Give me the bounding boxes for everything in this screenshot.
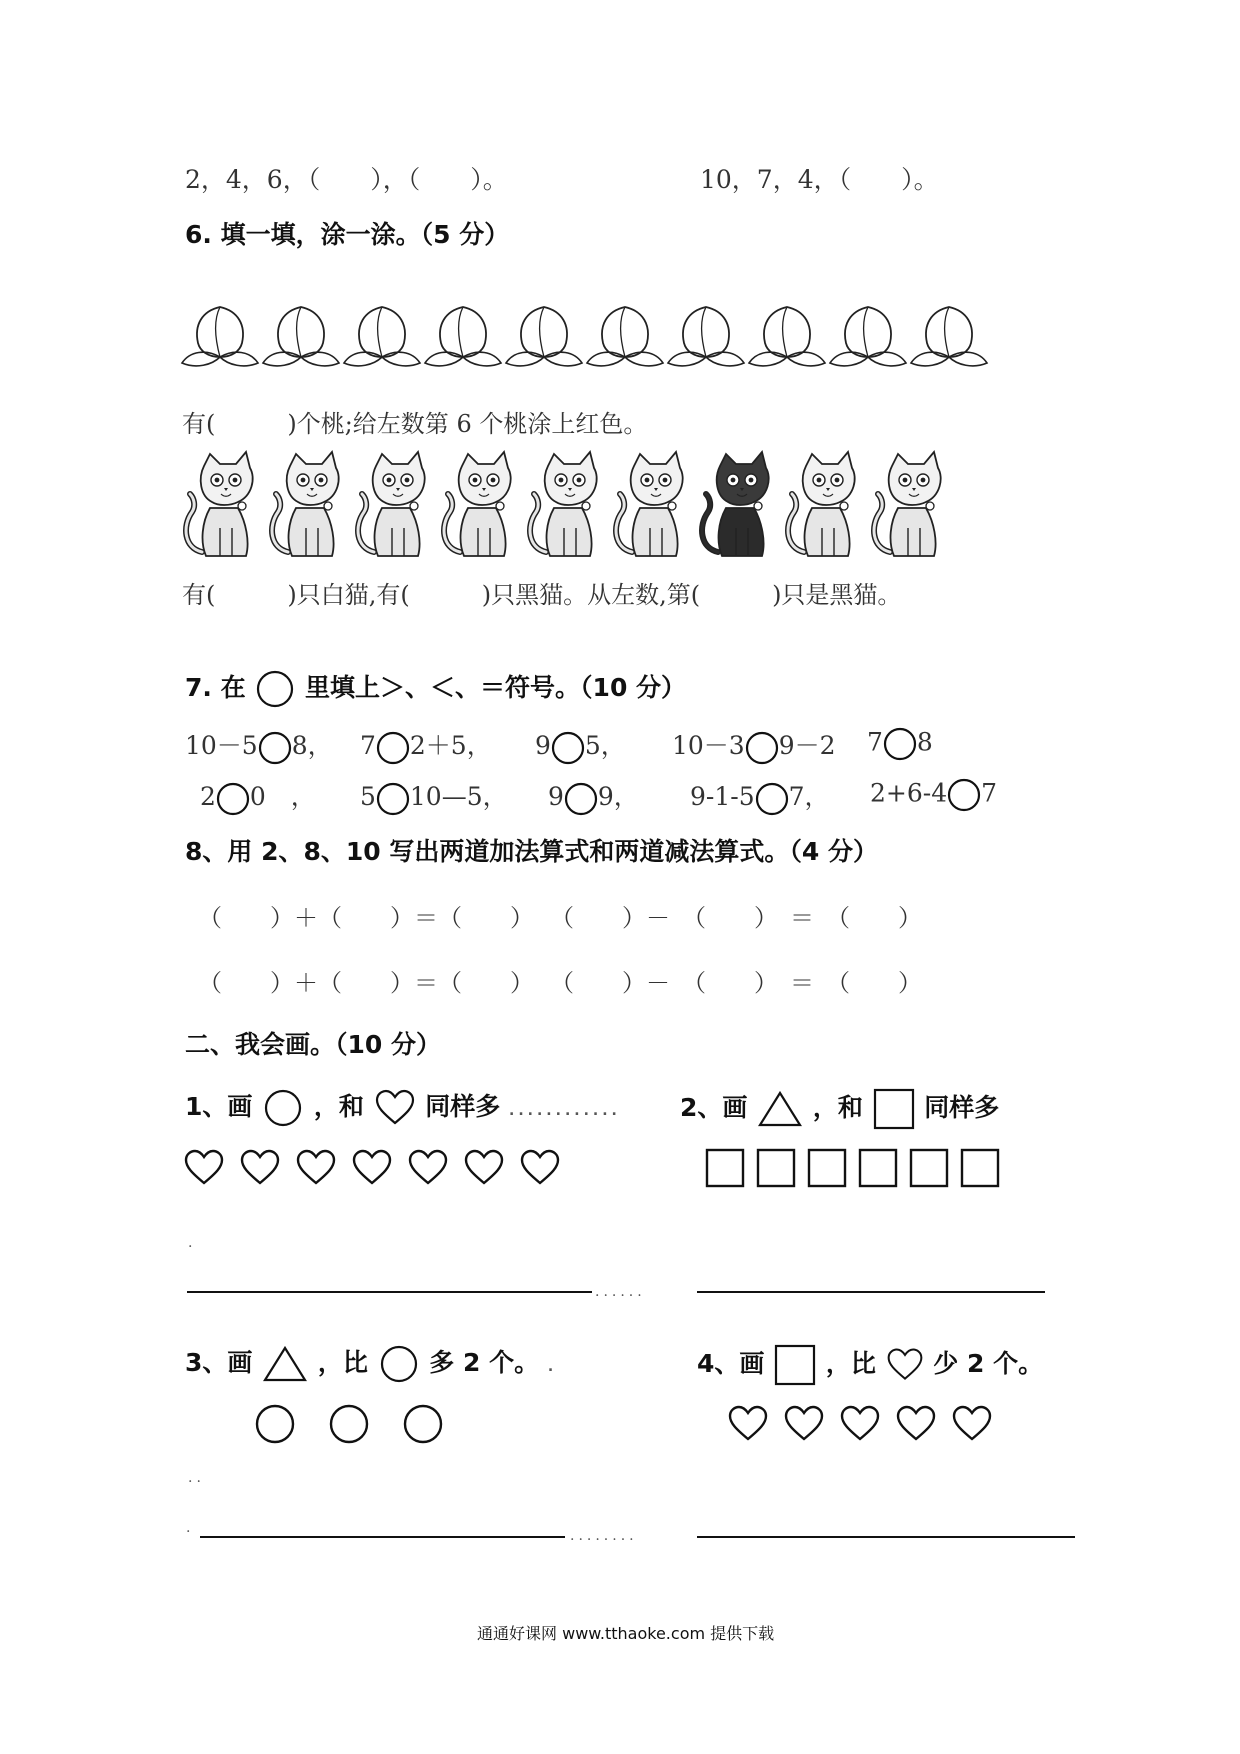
q7-row-2 bbox=[200, 777, 1100, 821]
peach-icon bbox=[668, 307, 744, 366]
answer-circle[interactable] bbox=[551, 730, 585, 766]
peach-svg bbox=[180, 305, 1010, 385]
p3-circle-row bbox=[255, 1404, 477, 1454]
p4-prompt bbox=[697, 1343, 1043, 1387]
comparison-left: 7 bbox=[867, 727, 883, 757]
p1-pre: 1、画 bbox=[185, 1092, 253, 1121]
p4-post: 少 2 个。 bbox=[933, 1349, 1044, 1378]
answer-line-3 bbox=[200, 1536, 565, 1538]
white-cat-icon bbox=[272, 452, 339, 556]
p4-heart-row bbox=[726, 1404, 1006, 1454]
p1-post: 同样多 bbox=[425, 1092, 501, 1121]
q8-sub-line-2: （ ）－ （ ） ＝ （ ） bbox=[550, 969, 922, 997]
circle-icon bbox=[405, 1406, 441, 1442]
row1-comparison-5 bbox=[867, 726, 933, 762]
circle-icon bbox=[254, 670, 296, 708]
heart-icon bbox=[373, 1088, 417, 1128]
q8-add-line-2: （ ）＋（ ）＝（ ） bbox=[198, 969, 534, 997]
black-cat-icon bbox=[702, 452, 769, 556]
square-icon bbox=[809, 1150, 845, 1186]
comparison-right: 0 ， bbox=[249, 782, 316, 811]
answer-line-2 bbox=[697, 1291, 1045, 1293]
p2-square-row bbox=[705, 1148, 1011, 1198]
cat-svg bbox=[180, 452, 980, 562]
answer-circle[interactable] bbox=[258, 730, 292, 766]
heart-icon bbox=[885, 1345, 925, 1385]
comparison-left: 9-1-5 bbox=[690, 782, 755, 811]
heart-shape-row bbox=[726, 1404, 1006, 1450]
answer-circle[interactable] bbox=[564, 781, 598, 817]
footer bbox=[477, 1621, 774, 1644]
peach-icon bbox=[263, 307, 339, 366]
circle-icon bbox=[261, 1088, 305, 1128]
white-cat-icon bbox=[186, 452, 253, 556]
dotted-leader: . bbox=[547, 1359, 558, 1375]
p4-pre: 4、画 bbox=[697, 1349, 765, 1378]
p1-prompt bbox=[185, 1087, 621, 1128]
circle-icon bbox=[257, 1406, 293, 1442]
row2-comparison-3 bbox=[548, 777, 639, 817]
square-shape-row bbox=[705, 1148, 1011, 1194]
comparison-right: 8， bbox=[291, 731, 333, 760]
row1-comparison-2 bbox=[360, 726, 492, 766]
peach-question: 有( )个桃;给左数第 6 个桃涂上红色。 bbox=[182, 410, 648, 438]
square-icon bbox=[872, 1087, 916, 1131]
comparison-right: 2＋5， bbox=[409, 731, 492, 760]
peach-row bbox=[180, 305, 1010, 389]
row1-comparison-4 bbox=[672, 726, 836, 766]
p3-mid: ，比 bbox=[317, 1348, 368, 1377]
q8-add-line-1: （ ）＋（ ）＝（ ） bbox=[198, 904, 534, 932]
comparison-left: 5 bbox=[360, 782, 376, 811]
q7-title bbox=[185, 668, 686, 708]
stray-dot: . bbox=[186, 1520, 195, 1536]
circle-icon bbox=[331, 1406, 367, 1442]
heart-icon bbox=[186, 1151, 222, 1183]
comparison-left: 9 bbox=[548, 782, 564, 811]
answer-circle[interactable] bbox=[216, 781, 250, 817]
comparison-right: 10—5， bbox=[409, 782, 508, 811]
heart-icon bbox=[730, 1407, 766, 1439]
circle-icon bbox=[377, 1344, 421, 1384]
white-cat-icon bbox=[788, 452, 855, 556]
comparison-left: 9 bbox=[535, 731, 551, 760]
comparison-right: 9－2 bbox=[778, 731, 836, 760]
peach-icon bbox=[344, 307, 420, 366]
row2-comparison-1 bbox=[200, 777, 316, 817]
comparison-right: 7， bbox=[788, 782, 830, 811]
answer-circle[interactable] bbox=[883, 726, 917, 762]
square-icon bbox=[911, 1150, 947, 1186]
sec2-title: 二、我会画。（10 分） bbox=[185, 1030, 441, 1059]
answer-circle[interactable] bbox=[376, 781, 410, 817]
white-cat-icon bbox=[530, 452, 597, 556]
comparison-left: 10－3 bbox=[672, 731, 745, 760]
p2-pre: 2、画 bbox=[680, 1093, 748, 1122]
answer-line-1 bbox=[187, 1291, 592, 1293]
answer-circle[interactable] bbox=[755, 781, 789, 817]
q8-sub-line-1: （ ）－ （ ） ＝ （ ） bbox=[550, 904, 922, 932]
answer-circle[interactable] bbox=[947, 777, 981, 813]
q7-title-pre: 7. 在 bbox=[185, 673, 246, 702]
square-icon bbox=[773, 1343, 817, 1387]
peach-icon bbox=[425, 307, 501, 366]
peach-icon bbox=[830, 307, 906, 366]
comparison-left: 10－5 bbox=[185, 731, 258, 760]
p3-post: 多 2 个。 bbox=[429, 1348, 540, 1377]
peach-icon bbox=[587, 307, 663, 366]
p1-mid: ，和 bbox=[313, 1092, 364, 1121]
circle-shape-row bbox=[255, 1404, 477, 1450]
q6-title: 6. 填一填，涂一涂。（5 分） bbox=[185, 220, 510, 249]
footer-site-name: 通通好课网 bbox=[477, 1624, 558, 1643]
peach-icon bbox=[506, 307, 582, 366]
square-icon bbox=[758, 1150, 794, 1186]
heart-icon bbox=[354, 1151, 390, 1183]
p2-mid: ，和 bbox=[812, 1093, 863, 1122]
peach-icon bbox=[911, 307, 987, 366]
q8-title: 8、用 2、8、10 写出两道加法算式和两道减法算式。（4 分） bbox=[185, 837, 878, 866]
heart-shape-row bbox=[182, 1148, 574, 1194]
row2-comparison-2 bbox=[360, 777, 508, 817]
heart-icon bbox=[842, 1407, 878, 1439]
p3-pre: 3、画 bbox=[185, 1348, 253, 1377]
answer-circle[interactable] bbox=[745, 730, 779, 766]
peach-icon bbox=[749, 307, 825, 366]
triangle-icon bbox=[261, 1344, 309, 1384]
row1-comparison-1 bbox=[185, 726, 333, 766]
p2-prompt bbox=[680, 1087, 999, 1131]
heart-icon bbox=[954, 1407, 990, 1439]
cat-question: 有( )只白猫,有( )只黑猫。从左数,第( )只是黑猫。 bbox=[182, 581, 902, 609]
p3-prompt bbox=[185, 1343, 557, 1384]
square-icon bbox=[962, 1150, 998, 1186]
sequence-left: 2，4，6，（ ），（ ）。 bbox=[185, 165, 508, 194]
triangle-icon bbox=[756, 1089, 804, 1129]
answer-circle[interactable] bbox=[376, 730, 410, 766]
heart-icon bbox=[466, 1151, 502, 1183]
row1-comparison-3 bbox=[535, 726, 626, 766]
white-cat-icon bbox=[444, 452, 511, 556]
square-icon bbox=[707, 1150, 743, 1186]
p1-heart-row bbox=[182, 1148, 574, 1198]
comparison-right: 5， bbox=[584, 731, 626, 760]
p2-post: 同样多 bbox=[924, 1093, 1000, 1122]
heart-icon bbox=[786, 1407, 822, 1439]
stray-dot: .. bbox=[188, 1470, 205, 1486]
heart-icon bbox=[522, 1151, 558, 1183]
white-cat-icon bbox=[358, 452, 425, 556]
cat-row bbox=[180, 452, 980, 566]
comparison-right: 7 bbox=[981, 778, 998, 808]
p4-mid: ，比 bbox=[825, 1349, 876, 1378]
square-icon bbox=[860, 1150, 896, 1186]
dotted-leader: ........ bbox=[570, 1528, 638, 1544]
q7-title-post: 里填上＞、＜、＝符号。（10 分） bbox=[305, 673, 687, 702]
comparison-right: 8 bbox=[916, 727, 933, 757]
comparison-right: 9， bbox=[597, 782, 639, 811]
white-cat-icon bbox=[874, 452, 941, 556]
comparison-left: 2 bbox=[200, 782, 216, 811]
answer-line-4 bbox=[697, 1536, 1075, 1538]
dotted-leader: ............ bbox=[509, 1103, 621, 1119]
peach-icon bbox=[182, 307, 258, 366]
stray-dot: . bbox=[188, 1235, 197, 1251]
sequence-right: 10，7，4，（ ）。 bbox=[700, 165, 939, 194]
comparison-left: 7 bbox=[360, 731, 376, 760]
heart-icon bbox=[298, 1151, 334, 1183]
dotted-leader: ...... bbox=[595, 1284, 646, 1300]
footer-url[interactable]: www.tthaoke.com bbox=[562, 1624, 706, 1643]
heart-icon bbox=[898, 1407, 934, 1439]
comparison-left: 2+6-4 bbox=[870, 778, 948, 808]
heart-icon bbox=[242, 1151, 278, 1183]
q7-row-1 bbox=[185, 726, 1085, 770]
row2-comparison-4 bbox=[690, 777, 830, 817]
white-cat-icon bbox=[616, 452, 683, 556]
footer-suffix: 提供下载 bbox=[710, 1624, 775, 1643]
heart-icon bbox=[410, 1151, 446, 1183]
row2-comparison-5 bbox=[870, 777, 997, 813]
